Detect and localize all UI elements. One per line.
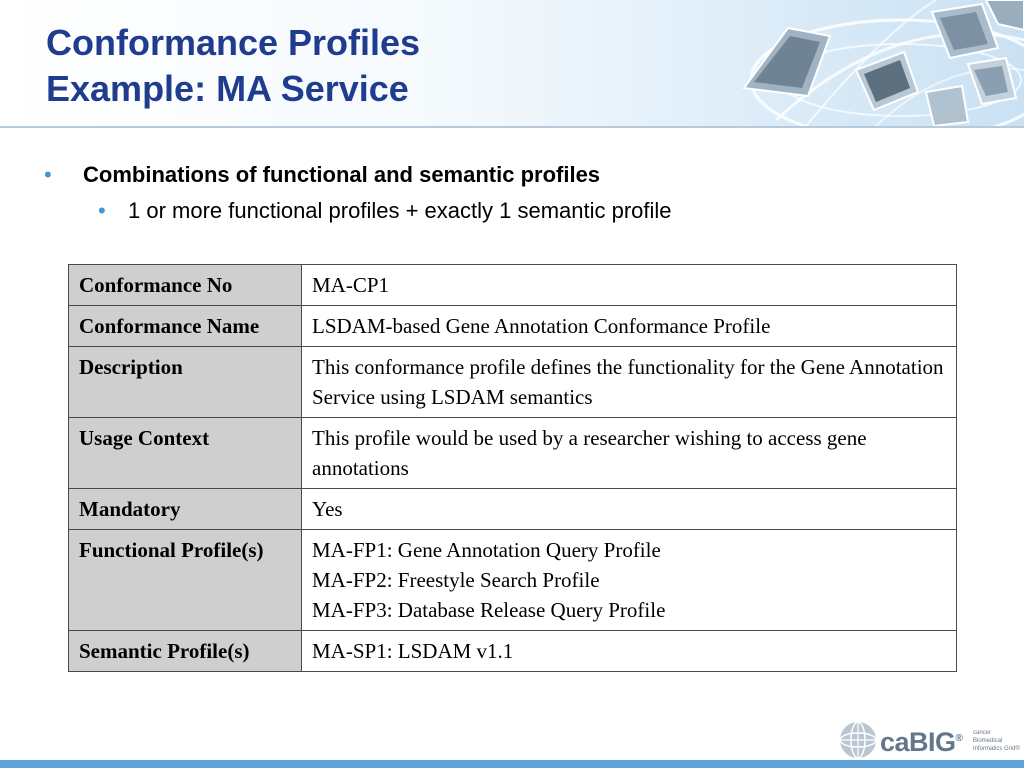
- table-row: [69, 347, 957, 418]
- row-value-line: MA-FP2: Freestyle Search Profile: [312, 568, 600, 592]
- table-row: [69, 489, 957, 530]
- row-key-cell: Description: [69, 347, 302, 418]
- row-value-cell: [302, 265, 957, 306]
- cabig-globe-icon: [838, 720, 878, 760]
- row-value-cell: [302, 631, 957, 672]
- bullet-level1-text: Combinations of functional and semantic profiles: [83, 162, 601, 187]
- row-key-cell: Semantic Profile(s): [69, 631, 302, 672]
- bullet-level1: [44, 160, 974, 190]
- table-body: [69, 265, 957, 672]
- row-value-cell: [302, 347, 957, 418]
- row-value-line: MA-FP1: Gene Annotation Query Profile: [312, 538, 661, 562]
- table-row: [69, 306, 957, 347]
- row-key-cell: Usage Context: [69, 418, 302, 489]
- header-divider: [0, 126, 1024, 128]
- title-line-1: Conformance Profiles: [46, 22, 421, 63]
- row-key-cell: Conformance Name: [69, 306, 302, 347]
- row-key-cell: Functional Profile(s): [69, 530, 302, 631]
- cabig-reg-mark: ®: [955, 733, 963, 744]
- bullet-level2: [44, 196, 974, 226]
- globe-collage-icon: [736, 0, 1024, 126]
- row-value-cell: [302, 306, 957, 347]
- row-key-cell: Conformance No: [69, 265, 302, 306]
- row-value-line: MA-SP1: LSDAM v1.1: [312, 639, 514, 663]
- slide-title: [46, 20, 420, 112]
- table-row: [69, 631, 957, 672]
- row-value-line: This profile would be used by a researcher wishing to access gene annotations: [312, 426, 867, 480]
- row-value-line: MA-CP1: [312, 273, 390, 297]
- table-row: [69, 265, 957, 306]
- table-row: [69, 530, 957, 631]
- title-line-2: Example: MA Service: [46, 68, 409, 109]
- conformance-profile-table: [68, 264, 957, 672]
- row-value-cell: [302, 489, 957, 530]
- row-value-line: LSDAM-based Gene Annotation Conformance Profile: [312, 314, 771, 338]
- bullet-dot-icon: •: [44, 162, 52, 187]
- row-value-line: Yes: [312, 497, 343, 521]
- bullet-level2-text: 1 or more functional profiles + exactly 1 semantic profile: [128, 198, 672, 223]
- row-value-cell: [302, 530, 957, 631]
- bullet-dot-icon: •: [98, 198, 106, 223]
- cabig-wordmark: [880, 724, 962, 757]
- row-value-cell: [302, 418, 957, 489]
- cabig-wordmark-text: caBIG: [880, 727, 956, 757]
- row-value-line: MA-FP3: Database Release Query Profile: [312, 598, 666, 622]
- row-value-line: This conformance profile defines the functionality for the Gene Annotation Service using LSDAM semantics: [312, 355, 944, 409]
- table-row: [69, 418, 957, 489]
- row-key-cell: Mandatory: [69, 489, 302, 530]
- bullet-list: [44, 160, 974, 226]
- cabig-logo: [838, 718, 1018, 762]
- cabig-tagline: cancer Biomedical Informatics Grid®: [973, 730, 1020, 752]
